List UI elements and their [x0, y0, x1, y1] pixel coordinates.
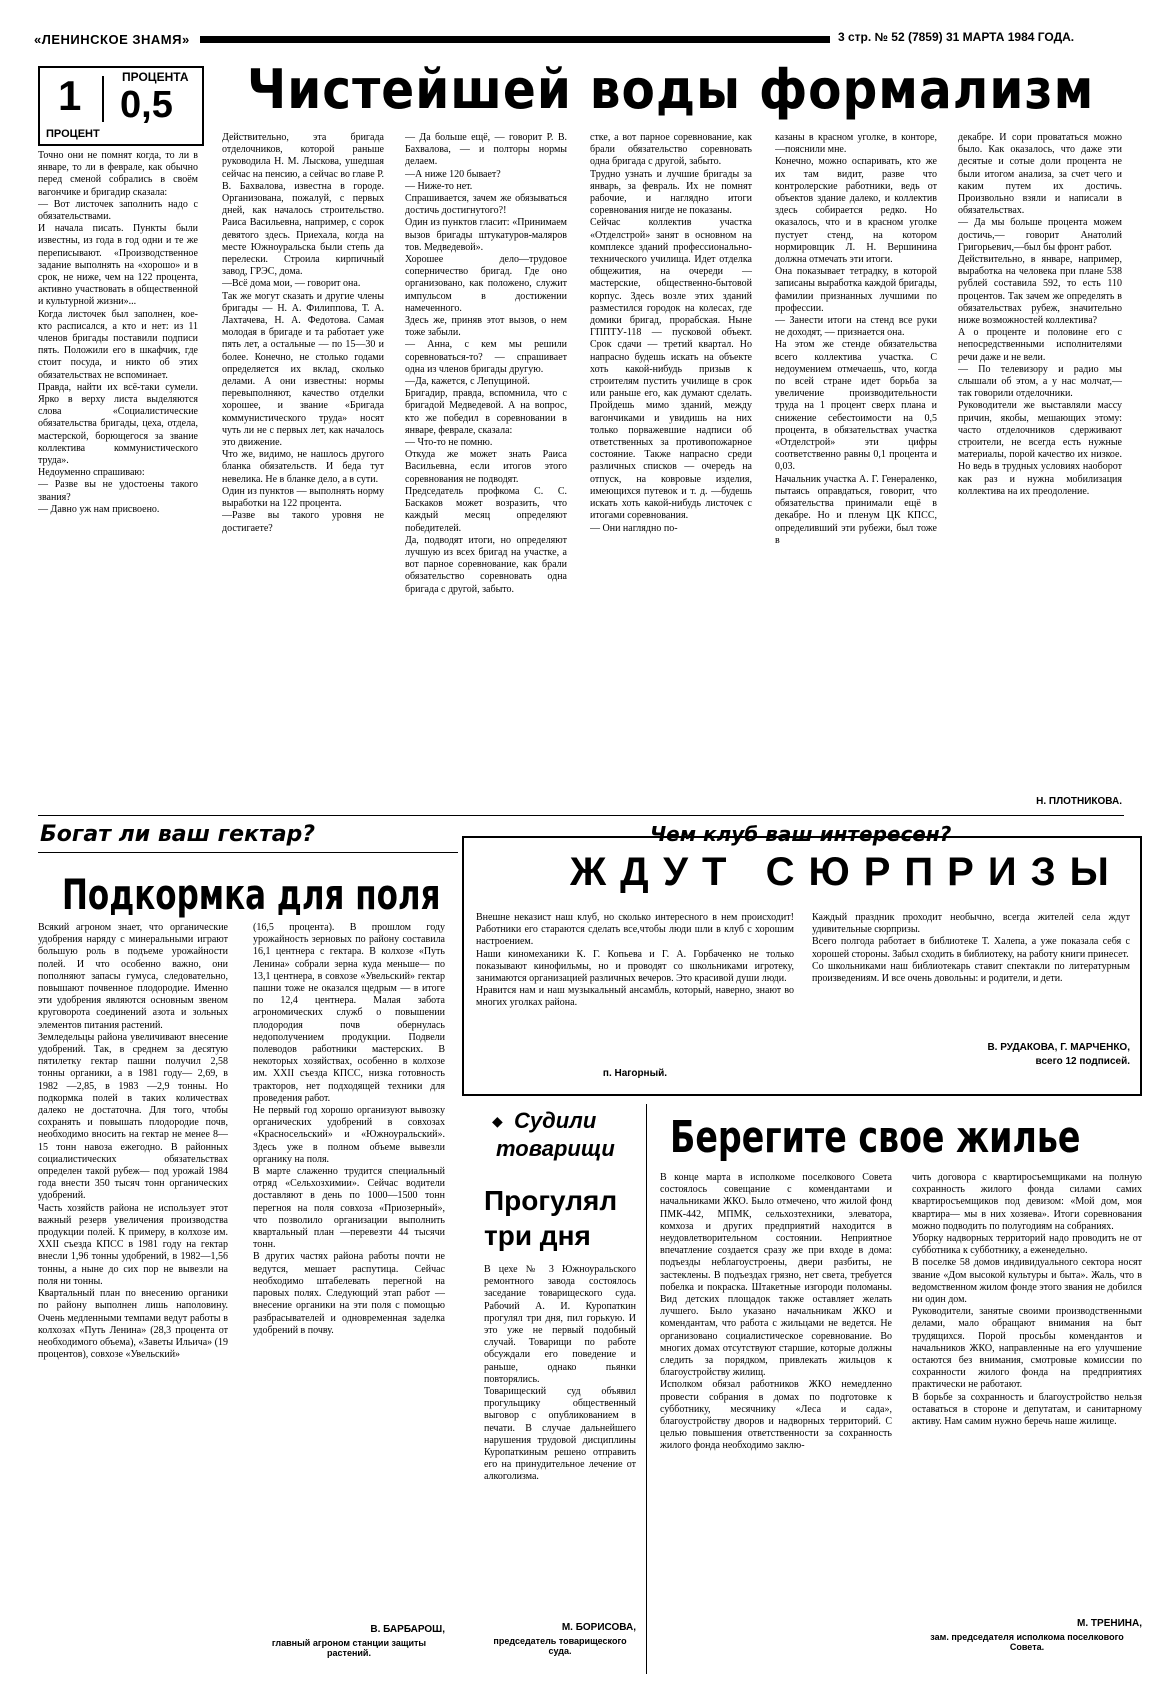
column-divider-lower — [646, 1104, 647, 1674]
masthead-rule — [200, 36, 830, 43]
article-court-headline-line-2: три дня — [484, 1220, 591, 1251]
article-club-signature-note: всего 12 подписей. — [1035, 1056, 1130, 1067]
percent-right-value: 0,5 — [120, 84, 173, 126]
article-fertilizer-kicker: Богат ли ваш гектар? — [40, 822, 316, 847]
percent-small-label: ПРОЦЕНТ — [46, 128, 100, 140]
article-fertilizer-signature: В. БАРБАРОШ, — [370, 1624, 445, 1635]
article-formalism-col-5: казаны в красном уголке, в конторе,—пояснили мне. Конечно, можно оспаривать, кто же их там видит, разве что контролерские работники, ведь от объектов здание далеко, и коллектив здесь собирается редко. Но оказалось, что и в красном уголке пустует стенд, на котором нормировщик Л. Н. Вершинина должна отмечать эти итоги. Она показывает тетрадку, в которой записаны выработка каждой бригады, фамилии признанных лучшими по профессии. — Занести итоги на стенд все руки не доходят, — признается она. На этом же стенде обязательства всего коллектива участка. С недоумением отмечаешь, что, когда по всей стране идет борьба за увеличение производительности труда на 1 процент сверх плана и снижение себестоимости на 0,5 процента, в обязательствах участка «Отделстрой» эти цифры соответственно равны 0,1 процента и 0,03. Начальник участка А. Г. Генераленко, пытаясь оправдаться, говорит, что обязательства принимали ещё в декабре. Но и пленум ЦК КПСС, определивший эти рубежи, был тоже в — [775, 132, 937, 546]
article-housing-signature-role: зам. председателя исполкома поселкового Совета. — [930, 1632, 1124, 1652]
article-housing-col-2: чить договора с квартиросъемщиками на полную сохранность жилого фонда силами самих квартиросъемщиков под девизом: «Мой дом, моя квартира— мы в них хозяева». Итоги соревнования можно подводить по полугодиям на собраниях. Уборку надворных территорий надо проводить не от субботника к субботнику, а еженедельно. В поселке 58 домов индивидуального сектора носят звание «Дом высокой культуры и быта». Жаль, что в ведомственном жилом фонде этого звания не добился ни один дом. Руководители, занятые своими производственными делами, мало обращают внимания на быт трудящихся. Порой просьбы комендантов и начальников ЖКО, направленные на его улучшение остаются без внимания, смотровые комиссии по сохранности жилого фонда на предприятиях практически не работают. В борьбе за сохранность и благоустройство нельзя оставаться в стороне и депутатам, и санитарному активу. Нам самим нужно беречь наше жилище. — [912, 1172, 1142, 1428]
article-court-signature-role: председатель товарищеского суда. — [493, 1636, 627, 1656]
article-housing-col-1: В конце марта в исполкоме поселкового Совета состоялось совещание с комендантами и начальниками ЖКО. Было отмечено, что жилой фонд ПМК-442, МПМК, сельхозтехники, элеватора, комхоза и других предприятий находится в неудовлетворительном состоянии. Неприятное впечатление создается сразу же при входе в дома: подъезды неблагоустроены, двери разбиты, не застеклены. В подъездах грязно, нет света, требуется побелка и покраска. Штакетные изгороди поломаны. Вид детских площадок также оставляет желать лучшего. Было указано начальникам ЖКО и комендантам, что работа с жильцами не ведется. Не организовано социалистическое соревнование. Во многих домах отсутствуют старшие, которые должны следить за порядком, привлекать жильцов к благоустройству жилищ. Исполком обязал работников ЖКО немедленно провести собрания в домах по подготовке к субботнику, месячнику «Леса и сада», благоустройству дворов и надворных территорий. С целью повышения ответственности за сохранность жилого фонда необходимо заклю- — [660, 1172, 892, 1452]
issue-line: 3 стр. № 52 (7859) 31 МАРТА 1984 ГОДА. — [838, 30, 1075, 44]
article-club-col-1: Внешне неказист наш клуб, но сколько интересного в нем происходит! Работники его стараются сделать все,чтобы люди шли в клуб с хорошим настроением. Наши киномеханики К. Г. Копьева и Г. А. Горбаченко не только показывают кинофильмы, но и проводят со школьниками игротеку, занимаются организацией различных вечеров. Это красивой души люди. Нравится нам и наш музыкальный ансамбль, который, наверно, знают во многих уголках района. — [476, 912, 794, 1009]
article-housing-signature: М. ТРЕНИНА, — [1077, 1618, 1142, 1629]
article-formalism-col-6: декабре. И сори провататься можно было. Как оказалось, что даже эти десятые и сотые доли процента не были итогом анализа, за счет чего и каким путем их достичь. Произвольно взяли и написали в обязательствах. — Да мы больше процента можем достичь,— говорит Анатолий Григорьевич,—был бы фронт работ. Действительно, в январе, например, выработка на человека при плане 538 рублей составила 592, то есть 110 процентов. Так зачем же определять в обязательствах рубеж, значительно ниже возможностей коллектива? А о проценте и половине его с непосредственными исполнителями речи даже и не вели. — По телевизору и радио мы слышали об этом, а у нас молчат,— так говорили отделочники. Руководители же выставляли массу причин, якобы, мешающих этому: часто отделочников сдерживают строители, не всегда есть нужные материалы, порой качество их низкое. Но ведь в трудных условиях наоборот как раз и нужна мобилизация коллектива на их преодоление. — [958, 132, 1122, 497]
article-fertilizer-headline: Подкормка для поля — [62, 870, 441, 919]
article-housing-headline: Берегите свое жилье — [670, 1112, 1081, 1163]
article-fertilizer-col-1: Всякий агроном знает, что органические удобрения наряду с минеральными играют большую роль в подъеме урожайности полей. И что особенно важно, они пополняют запасы гумуса, следовательно, повышают почвенное плодородие. Именно эти удобрения являются основным звеном круговорота соединений азота и зольных элементов питания растений. Земледельцы района увеличивают внесение удобрений. Так, в среднем за десятую пятилетку гектар пашни получил 2,58 тонны органики, а в 1981 году— 2,69, в 1982 —2,85, в 1983 —2,9 тонны. Но подкормка полей в таких количествах далеко не достаточна. Для того, чтобы сохранять и повышать плодородие почв, необходимо вносить на гектар не менее 8—15 тонн навоза ежегодно. В районных социалистических обязательствах определен такой рубеж— под урожай 1984 года внести 350 тысяч тонн органических удобрений. Часть хозяйств района не использует этот важный резерв увеличения производства продукции полей. К примеру, в колхозе им. XXII съезда КПСС в 1981 году на гектар внесли 1,96 тонны удобрений, в 1982—1,56 тонны, а ныне до сих пор не вывезли на поля ни тонны. Квартальный план по внесению органики по району выполнен лишь наполовину. Очень медленными темпами ведут работы в колхозах «Путь Ленина» (28,3 процента от необходимого объема), «Заветы Ильича» (19 процентов), совхозе «Увельский» — [38, 922, 228, 1361]
percent-box — [38, 66, 204, 146]
article-formalism-headline: Чистейшей воды формализм — [247, 58, 1095, 121]
article-court-kicker-line-1: Судили — [514, 1108, 597, 1133]
article-formalism-col-1: Точно они не помнят когда, то ли в январе, то ли в феврале, как обычно перед сменой собрались в своём вагончике и бригадир сказала: — Вот листочек заполнить надо с обязательствами. И начала писать. Пункты были известны, из года в год одни и те же переписывают. «Производственное задание выполнять на «хорошо» и в срок, не ниже, чем на 122 процента, активно участвовать в общественной и культурной жизни»... Когда листочек был заполнен, кое-кто расписался, а кто и нет: из 11 членов бригады поставили подписи пять. Положили его в шкафчик, где стоит посуда, и никто об этих обязательствах не вспоминает. Правда, найти их всё-таки сумели. Ярко в верху листа выделяются слова «Социалистические обязательства бригады, цеха, отдела, мастерской, борющегося за звание коллектива коммунистического труда». Недоуменно спрашиваю: — Разве вы не удостоены такого звания? — Давно уж нам присвоено. — [38, 150, 198, 515]
article-club-col-2: Каждый праздник проходит необычно, всегда жителей села ждут удивительные сюрпризы. Всего полгода работает в библиотеке Т. Халепа, а уже показала себя с хорошей стороны. Забыл сходить в библиотеку, на работу книги принесет. Со школьниками наш библиотекарь ставит спектакли по литературным произведениям. И все очень довольны: и родители, и дети. — [812, 912, 1130, 985]
article-club-place: п. Нагорный. — [602, 1068, 668, 1079]
percent-big-number: 1 — [58, 72, 82, 119]
article-formalism-col-4: стке, а вот парное соревнование, как брали обязательство соревновать одна бригада с другой, забыто. Трудно узнать и лучшие бригады за январь, за февраль. Их не помнят рабочие, и наглядно итоги соревнования нигде не показаны. Сейчас коллектив участка «Отделстрой» занят в основном на комплексе зданий профессионально-технического училища. Идет отделка общежития, на очереди — мастерские, общественно-бытовой корпус. Здесь возле этих зданий разместился городок на колесах, где домики бригад, прорабская. Ныне ГППТУ-118 — пусковой объект. Срок сдачи — третий квартал. Но напрасно будешь искать на объекте хоть какой-нибудь призыв к строителям пустить училище в срок или раньше его, как думают сделать. Пройдешь мимо зданий, между вагончиками и увидишь на них только порважевшие надписи об ответственных за противопожарное состояние. Также напрасно среди различных списков — очередь на отпуск, на ковровые изделия, имеющихся путевок и т. д. —будешь искать хоть какой-нибудь листочек с итогами соревнования. — Они наглядно по- — [590, 132, 752, 534]
percent-box-divider — [102, 76, 104, 122]
article-club-signature: В. РУДАКОВА, Г. МАРЧЕНКО, — [987, 1042, 1130, 1053]
bullet-icon: ◆ — [492, 1115, 503, 1130]
article-fertilizer-signature-role: главный агроном станции защиты растений. — [271, 1638, 427, 1658]
article-court-body: В цехе № 3 Южноуральского ремонтного завода состоялось заседание товарищеского суда. Рабочий А. И. Куропаткин прогулял три дня, пил горькую. И это уже не первый подобный случай. Товарищи по работе обсуждали его поведение и раньше, однако пьянки повторялись. Товарищеский суд объявил прогульщику общественный выговор с опубликованием в печати. В случае дальнейшего нарушения трудовой дисциплины Куропаткиным решено отправить его на принудительное лечение от алкоголизма. — [484, 1264, 636, 1483]
article-court-headline-line-1: Прогулял — [484, 1185, 618, 1216]
article-court-signature: М. БОРИСОВА, — [561, 1622, 636, 1633]
article-court-kicker-line-2: товарищи — [496, 1136, 615, 1161]
article-club-headline: ЖДУТ СЮРПРИЗЫ — [570, 850, 1123, 894]
section-divider-top — [38, 815, 1124, 816]
article-formalism-col-3: — Да больше ещё, — говорит Р. В. Бахвалова, — и полторы нормы делаем. —А ниже 120 бывает? — Ниже-то нет. Спрашивается, зачем же обязываться достичь достигнутого?! Один из пунктов гласит: «Принимаем вызов бригады штукатуров-маляров тов. Медведевой». Хорошее дело—трудовое соперничество бригад. Где оно организовано, как положено, служит импульсом в достижении намеченного. Здесь же, приняв этот вызов, о нем тоже забыли. — Анна, с кем мы решили соревноваться-то? — спрашивает одна из членов бригады другую. —Да, кажется, с Лепущиной. Бригадир, правда, вспомнила, что с бригадой Медведевой. А на вопрос, кто же победил в соревновании в январе, феврале, сказала: — Что-то не помню. Откуда же может знать Раиса Васильевна, если итогов этого соревнования не подводят. Председатель профкома С. С. Баскаков может возразить, что каждый месяц определяют победителей. Да, подводят итоги, но определяют лучшую из всех бригад на участке, а вот парное соревнование, как брали обязательство соревновать одна бригада с другой, забыто. — [405, 132, 567, 595]
article-fertilizer-col-2: (16,5 процента). В прошлом году урожайность зерновых по району составила 16,1 центнера с гектара. В колхозе «Путь Ленина» собрали зерна куда меньше— по 13,1 центнера, в совхозе «Увельский» гектар пашни тоже не оказался щедрым — в итоге по 12,4 центнера. Малая забота агрономических служб о повышении плодородия почв обернулась недополучением продукции. Подвели полеводов работники мастерских. В некоторых хозяйствах, особенно в колхозе им. XXII съезда КПСС, низка готовность тракторов, нет подходящей техники для проведения работ. Не первый год хорошо организуют вывозку органических удобрений в совхозах «Красносельский» и «Южноуральский». Здесь уже в полном объеме вывезли органику на поля. В марте слаженно трудится специальный отряд «Сельхозхимии». Сейчас водители доставляют в день по 1000—1500 тонн перегноя на поля совхоза «Приозерный», что позволило организации выполнить квартальный план —перевезти 44 тысячи тонн. В других частях района работы почти не ведутся, мешает распутица. Сейчас необходимо штабелевать перегной на паровых полях. Следующий этап работ — внесение органики на эти поля с помощью разбрасывателей и одновременная заделка удобрений в почву. — [253, 922, 445, 1336]
article-formalism-col-2: Действительно, эта бригада отделочников, которой раньше руководила Н. М. Лыскова, ушедшая сейчас на пенсию, а сейчас во главе Р. В. Бахвалова, известна в городе. Организована, пожалуй, с первых дней, как началось строительство. Раиса Васильевна, например, с сорок девятого здесь. Приехала, когда на месте Южноуральска были степь да перелески. Строила кирпичный завод, ГРЭС, дома. —Всё дома мои, — говорит она. Так же могут сказать и другие члены бригады — Н. А. Филиппова, Т. А. Лахтачева, Н. А. Федотова. Самая молодая в бригаде и та работает уже пять лет, а остальные — по 15—30 и более. Конечно, не столько годами определяется их вклад, сколько делами. А они известны: нормы перевыполняют, качество отделки хорошее, и звание «Бригада коммунистического труда» носят чуть ли не с первых лет, как началось это движение. Что же, видимо, не нашлось другого бланка обязательств. И беда тут невелика. Не в бланке дело, а в сути. Один из пунктов — выполнять норму выработки на 122 процента. —Разве вы такого уровня не достигаете? — [222, 132, 384, 534]
article-club-kicker: Чем клуб ваш интересен? — [650, 822, 952, 846]
kicker-underline — [38, 852, 458, 853]
percent-right-label: ПРОЦЕНТА — [122, 70, 189, 84]
paper-name: «ЛЕНИНСКОЕ ЗНАМЯ» — [34, 32, 190, 47]
article-formalism-signature: Н. ПЛОТНИКОВА. — [1036, 796, 1122, 807]
